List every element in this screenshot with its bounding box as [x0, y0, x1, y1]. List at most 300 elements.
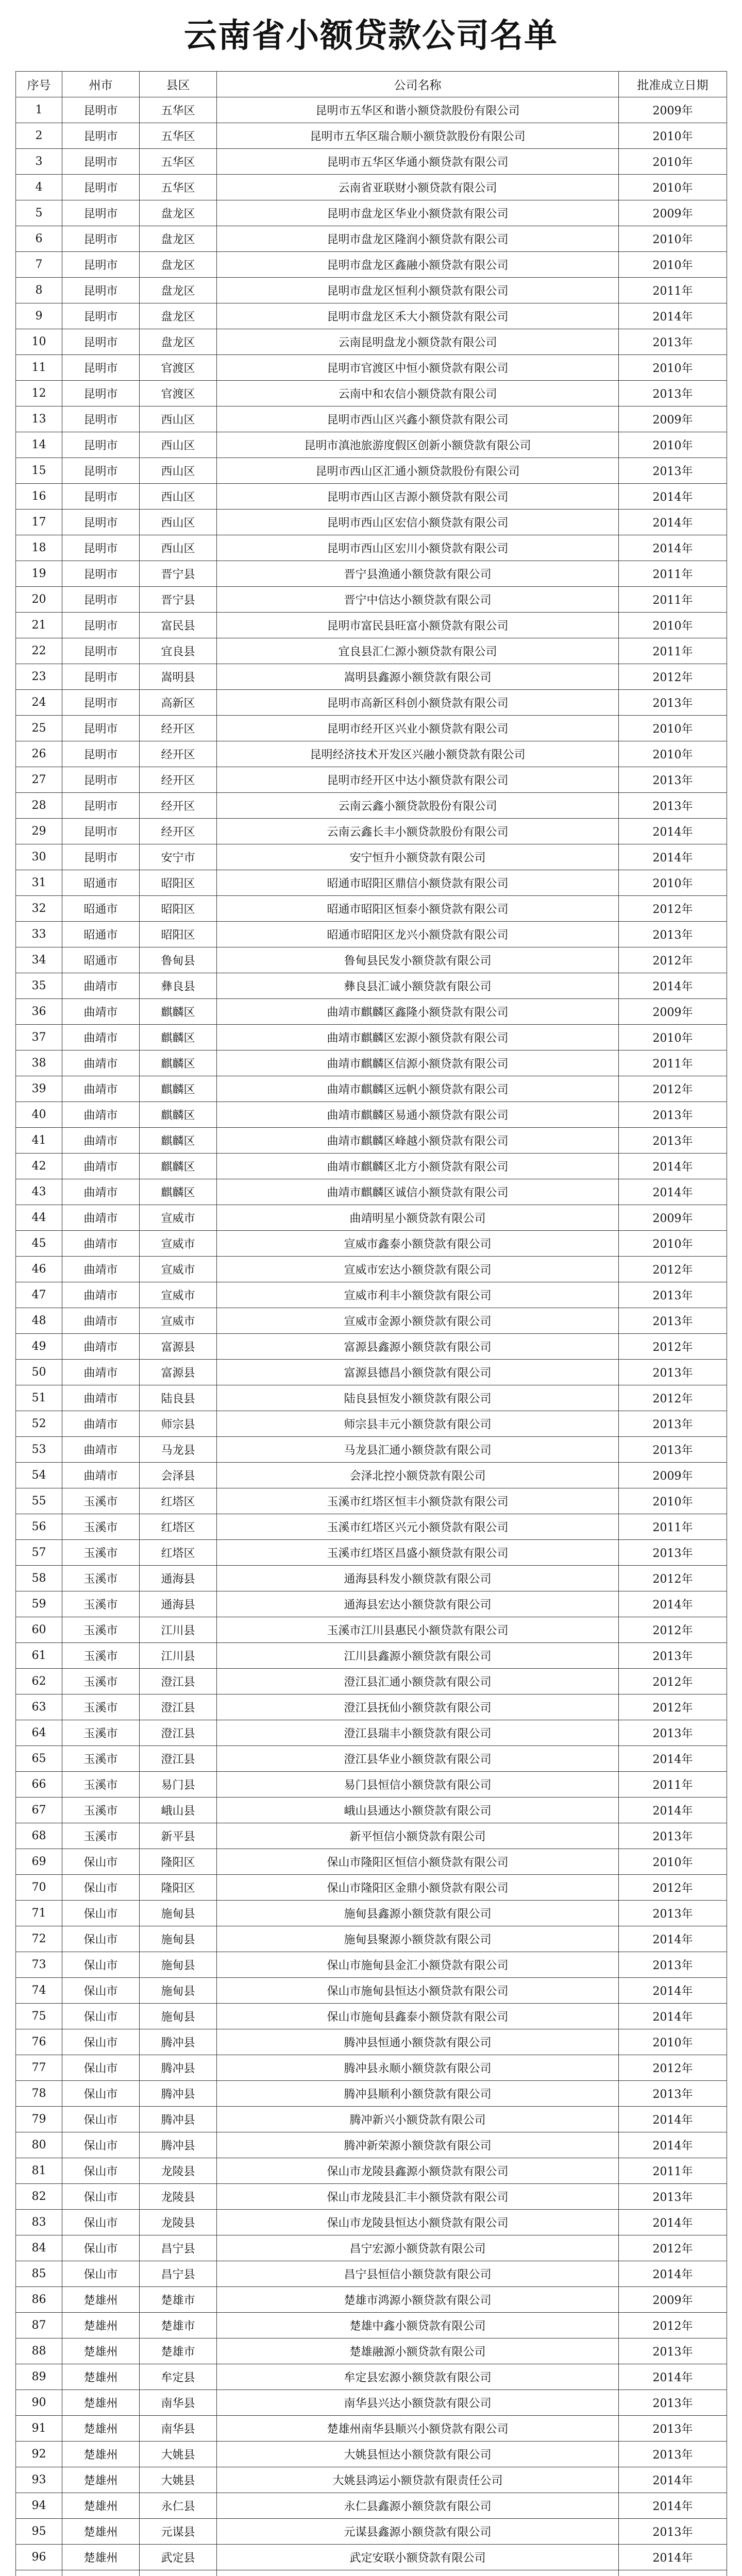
table-row: [16, 2442, 727, 2467]
cell-city: 楚雄州: [62, 2390, 140, 2416]
cell-approval-date: 2014年: [619, 2210, 727, 2235]
cell-index: 56: [16, 1514, 62, 1540]
cell-index: 17: [16, 510, 62, 535]
cell-approval-date: 2012年: [619, 1566, 727, 1591]
cell-approval-date: 2013年: [619, 1720, 727, 1746]
cell-county: 五华区: [140, 97, 217, 123]
cell-company-name: 峨山县通达小额贷款有限公司: [217, 1798, 619, 1823]
cell-city: 保山市: [62, 1875, 140, 1901]
cell-city: 曲靖市: [62, 1437, 140, 1463]
cell-company-name: 曲靖市麒麟区易通小额贷款有限公司: [217, 1102, 619, 1128]
cell-county: 西山区: [140, 432, 217, 458]
table-row: [16, 406, 727, 432]
cell-company-name: 昭通市昭阳区龙兴小额贷款有限公司: [217, 922, 619, 947]
cell-company-name: 云南省亚联财小额贷款有限公司: [217, 175, 619, 200]
cell-company-name: 宣威市金源小额贷款有限公司: [217, 1308, 619, 1334]
cell-approval-date: 2014年: [619, 1179, 727, 1205]
table-row: [16, 896, 727, 922]
cell-approval-date: 2014年: [619, 2467, 727, 2493]
cell-index: 33: [16, 922, 62, 947]
cell-county: 高新区: [140, 690, 217, 716]
cell-approval-date: 2013年: [619, 690, 727, 716]
cell-approval-date: 2009年: [619, 2287, 727, 2313]
cell-city: 曲靖市: [62, 1463, 140, 1488]
cell-approval-date: 2014年: [619, 1978, 727, 2004]
table-row: [16, 97, 727, 123]
cell-approval-date: 2012年: [619, 1875, 727, 1901]
table-row: [16, 1772, 727, 1798]
cell-city: 玉溪市: [62, 1798, 140, 1823]
cell-approval-date: 2010年: [619, 1231, 727, 1257]
cell-index: 94: [16, 2493, 62, 2519]
cell-company-name: 保山市施甸县恒达小额贷款有限公司: [217, 1978, 619, 2004]
cell-approval-date: 2013年: [619, 793, 727, 819]
cell-county: 盘龙区: [140, 200, 217, 226]
cell-company-name: 楚雄中鑫小额贷款有限公司: [217, 2313, 619, 2338]
cell-county: 五华区: [140, 175, 217, 200]
cell-approval-date: 2013年: [619, 2416, 727, 2442]
cell-approval-date: 2014年: [619, 1746, 727, 1772]
cell-approval-date: 2012年: [619, 1669, 727, 1694]
cell-county: 通海县: [140, 1566, 217, 1591]
cell-approval-date: 2012年: [619, 2235, 727, 2261]
cell-county: 经开区: [140, 716, 217, 741]
cell-approval-date: 2011年: [619, 587, 727, 613]
cell-city: 玉溪市: [62, 1617, 140, 1643]
cell-company-name: 楚雄州南华县顺兴小额贷款有限公司: [217, 2416, 619, 2442]
cell-index: 30: [16, 844, 62, 870]
cell-approval-date: 2013年: [619, 1308, 727, 1334]
cell-county: 麒麟区: [140, 1179, 217, 1205]
table-row: [16, 1488, 727, 1514]
cell-company-name: 新平恒信小额贷款有限公司: [217, 1823, 619, 1849]
cell-county: 麒麟区: [140, 1128, 217, 1154]
cell-city: 昆明市: [62, 793, 140, 819]
cell-county: 南华县: [140, 2390, 217, 2416]
cell-company-name: 保山市施甸县鑫泰小额贷款有限公司: [217, 2004, 619, 2029]
cell-approval-date: [619, 2570, 727, 2576]
cell-city: 昆明市: [62, 278, 140, 303]
cell-company-name: 曲靖市麒麟区鑫隆小额贷款有限公司: [217, 999, 619, 1025]
table-row: [16, 2493, 727, 2519]
cell-index: 43: [16, 1179, 62, 1205]
cell-city: 曲靖市: [62, 1050, 140, 1076]
cell-city: 曲靖市: [62, 1154, 140, 1179]
cell-index: 90: [16, 2390, 62, 2416]
cell-city: 玉溪市: [62, 1591, 140, 1617]
cell-index: 63: [16, 1694, 62, 1720]
cell-city: 玉溪市: [62, 1669, 140, 1694]
cell-city: 曲靖市: [62, 1205, 140, 1231]
table-row: [16, 329, 727, 355]
table-row: [16, 844, 727, 870]
cell-company-name: 玉溪市红塔区恒丰小额贷款有限公司: [217, 1488, 619, 1514]
cell-county: 腾冲县: [140, 2081, 217, 2107]
cell-index: 52: [16, 1411, 62, 1437]
cell-city: 曲靖市: [62, 1102, 140, 1128]
cell-county: 西山区: [140, 535, 217, 561]
cell-company-name: 富源县鑫源小额贷款有限公司: [217, 1334, 619, 1360]
column-header-county: 县区: [140, 72, 217, 97]
table-row: [16, 2416, 727, 2442]
cell-city: 昆明市: [62, 716, 140, 741]
cell-county: 楚雄市: [140, 2287, 217, 2313]
cell-index: 11: [16, 355, 62, 381]
cell-company-name: 会泽北控小额贷款有限公司: [217, 1463, 619, 1488]
cell-approval-date: 2010年: [619, 355, 727, 381]
table-row: [16, 561, 727, 587]
cell-city: 昆明市: [62, 175, 140, 200]
cell-approval-date: 2011年: [619, 561, 727, 587]
table-row: [16, 123, 727, 149]
cell-county: 官渡区: [140, 355, 217, 381]
table-row: [16, 716, 727, 741]
table-row: [16, 1463, 727, 1488]
cell-approval-date: 2010年: [619, 613, 727, 638]
cell-company-name: 昆明市五华区华通小额贷款有限公司: [217, 149, 619, 175]
cell-county: 盘龙区: [140, 329, 217, 355]
cell-company-name: 腾冲新兴小额贷款有限公司: [217, 2107, 619, 2132]
cell-county: 经开区: [140, 819, 217, 844]
cell-company-name: 昆明市西山区宏信小额贷款有限公司: [217, 510, 619, 535]
cell-index: 41: [16, 1128, 62, 1154]
cell-company-name: 澄江县瑞丰小额贷款有限公司: [217, 1720, 619, 1746]
cell-index: 31: [16, 870, 62, 896]
cell-city: 楚雄州: [62, 2442, 140, 2467]
cell-index: 66: [16, 1772, 62, 1798]
table-row: [16, 2029, 727, 2055]
cell-index: 35: [16, 973, 62, 999]
table-row: [16, 175, 727, 200]
cell-approval-date: 2011年: [619, 1772, 727, 1798]
cell-county: 宣威市: [140, 1308, 217, 1334]
cell-index: 10: [16, 329, 62, 355]
table-row: [16, 1901, 727, 1926]
cell-company-name: 昆明市高新区科创小额贷款有限公司: [217, 690, 619, 716]
table-row: [16, 1128, 727, 1154]
cell-county: 昭阳区: [140, 922, 217, 947]
cell-approval-date: 2010年: [619, 741, 727, 767]
table-row: [16, 1694, 727, 1720]
cell-county: 五华区: [140, 123, 217, 149]
cell-county: 麒麟区: [140, 999, 217, 1025]
cell-company-name: 昆明市官渡区中恒小额贷款有限公司: [217, 355, 619, 381]
cell-county: 腾冲县: [140, 2132, 217, 2158]
cell-county: 经开区: [140, 741, 217, 767]
cell-approval-date: 2014年: [619, 303, 727, 329]
cell-approval-date: 2010年: [619, 226, 727, 252]
cell-county: 晋宁县: [140, 561, 217, 587]
cell-index: 96: [16, 2545, 62, 2570]
cell-city: 保山市: [62, 1926, 140, 1952]
cell-city: 玉溪市: [62, 1540, 140, 1566]
table-row: [16, 303, 727, 329]
cell-city: 玉溪市: [62, 1514, 140, 1540]
cell-city: 曲靖市: [62, 999, 140, 1025]
table-row: [16, 200, 727, 226]
cell-index: 95: [16, 2519, 62, 2545]
cell-company-name: 曲靖市麒麟区信源小额贷款有限公司: [217, 1050, 619, 1076]
cell-city: 曲靖市: [62, 1308, 140, 1334]
cell-approval-date: 2013年: [619, 922, 727, 947]
cell-company-name: 澄江县抚仙小额贷款有限公司: [217, 1694, 619, 1720]
table-row: [16, 2364, 727, 2390]
table-row: [16, 613, 727, 638]
cell-county: 麒麟区: [140, 1102, 217, 1128]
cell-index: 13: [16, 406, 62, 432]
cell-county: 盘龙区: [140, 252, 217, 278]
cell-company-name: 云南云鑫长丰小额贷款股份有限公司: [217, 819, 619, 844]
cell-index: 20: [16, 587, 62, 613]
cell-approval-date: 2010年: [619, 252, 727, 278]
cell-city: 昆明市: [62, 690, 140, 716]
cell-city: 保山市: [62, 2132, 140, 2158]
cell-approval-date: 2010年: [619, 1488, 727, 1514]
table-row: [16, 1978, 727, 2004]
cell-county: 江川县: [140, 1643, 217, 1669]
cell-city: 昆明市: [62, 329, 140, 355]
cell-city: 保山市: [62, 2210, 140, 2235]
cell-approval-date: 2013年: [619, 1102, 727, 1128]
cell-index: 51: [16, 1385, 62, 1411]
table-row: [16, 1643, 727, 1669]
cell-county: 红塔区: [140, 1514, 217, 1540]
cell-company-name: 昆明市盘龙区华业小额贷款有限公司: [217, 200, 619, 226]
cell-company-name: 陆良县恒发小额贷款有限公司: [217, 1385, 619, 1411]
cell-index: 8: [16, 278, 62, 303]
cell-county: 马龙县: [140, 1437, 217, 1463]
cell-company-name: 腾冲新荣源小额贷款有限公司: [217, 2132, 619, 2158]
cell-approval-date: 2012年: [619, 1694, 727, 1720]
table-row: [16, 2235, 727, 2261]
cell-company-name: 曲靖市麒麟区远帆小额贷款有限公司: [217, 1076, 619, 1102]
cell-company-name: 腾冲县恒通小额贷款有限公司: [217, 2029, 619, 2055]
cell-company-name: 曲靖市麒麟区宏源小额贷款有限公司: [217, 1025, 619, 1050]
table-row: [16, 1566, 727, 1591]
cell-index: 78: [16, 2081, 62, 2107]
cell-city: 保山市: [62, 1849, 140, 1875]
table-row: [16, 1179, 727, 1205]
cell-county: 澄江县: [140, 1720, 217, 1746]
cell-approval-date: 2014年: [619, 2261, 727, 2287]
cell-city: 玉溪市: [62, 1746, 140, 1772]
table-row: [16, 1308, 727, 1334]
cell-index: 9: [16, 303, 62, 329]
cell-index: 45: [16, 1231, 62, 1257]
cell-approval-date: 2014年: [619, 819, 727, 844]
cell-county: 峨山县: [140, 1798, 217, 1823]
cell-index: 77: [16, 2055, 62, 2081]
cell-county: 新平县: [140, 1823, 217, 1849]
cell-city: 玉溪市: [62, 1643, 140, 1669]
cell-city: 楚雄州: [62, 2313, 140, 2338]
table-row: [16, 278, 727, 303]
cell-county: 会泽县: [140, 1463, 217, 1488]
cell-company-name: 昭通市昭阳区鼎信小额贷款有限公司: [217, 870, 619, 896]
cell-approval-date: 2014年: [619, 1154, 727, 1179]
cell-approval-date: 2014年: [619, 2132, 727, 2158]
cell-city: 保山市: [62, 2158, 140, 2184]
table-row: [16, 1720, 727, 1746]
cell-county: 腾冲县: [140, 2107, 217, 2132]
cell-approval-date: 2010年: [619, 123, 727, 149]
cell-county: [140, 2570, 217, 2576]
cell-approval-date: 2010年: [619, 1025, 727, 1050]
cell-city: 昆明市: [62, 664, 140, 690]
cell-company-name: 南华县兴达小额贷款有限公司: [217, 2390, 619, 2416]
cell-index: 80: [16, 2132, 62, 2158]
cell-index: 93: [16, 2467, 62, 2493]
cell-city: 昆明市: [62, 226, 140, 252]
table-row: [16, 2467, 727, 2493]
cell-approval-date: 2013年: [619, 2442, 727, 2467]
cell-index: 16: [16, 484, 62, 510]
cell-index: 28: [16, 793, 62, 819]
column-header-company: 公司名称: [217, 72, 619, 97]
cell-approval-date: 2012年: [619, 2055, 727, 2081]
cell-county: 大姚县: [140, 2467, 217, 2493]
table-row: [16, 2184, 727, 2210]
cell-county: 腾冲县: [140, 2029, 217, 2055]
cell-approval-date: 2009年: [619, 999, 727, 1025]
cell-county: 盘龙区: [140, 226, 217, 252]
cell-county: 师宗县: [140, 1411, 217, 1437]
table-row: [16, 1025, 727, 1050]
cell-city: 昆明市: [62, 355, 140, 381]
cell-approval-date: 2012年: [619, 664, 727, 690]
cell-company-name: 保山市龙陵县恒达小额贷款有限公司: [217, 2210, 619, 2235]
table-row: [16, 2545, 727, 2570]
cell-county: 通海县: [140, 1591, 217, 1617]
cell-index: 64: [16, 1720, 62, 1746]
cell-company-name: 大姚县恒达小额贷款有限公司: [217, 2442, 619, 2467]
table-row: [16, 535, 727, 561]
cell-company-name: 宣威市鑫泰小额贷款有限公司: [217, 1231, 619, 1257]
company-table: [15, 71, 727, 2576]
cell-approval-date: 2010年: [619, 149, 727, 175]
table-row: [16, 2338, 727, 2364]
table-row: [16, 690, 727, 716]
cell-company-name: 保山市隆阳区金鼎小额贷款有限公司: [217, 1875, 619, 1901]
cell-county: 宣威市: [140, 1205, 217, 1231]
cell-county: 易门县: [140, 1772, 217, 1798]
table-row: [16, 947, 727, 973]
cell-company-name: 昆明市富民县旺富小额贷款有限公司: [217, 613, 619, 638]
cell-approval-date: 2013年: [619, 767, 727, 793]
cell-company-name: 易门县恒信小额贷款有限公司: [217, 1772, 619, 1798]
cell-index: 15: [16, 458, 62, 484]
cell-company-name: 宣威市利丰小额贷款有限公司: [217, 1282, 619, 1308]
cell-approval-date: 2014年: [619, 844, 727, 870]
cell-city: 楚雄州: [62, 2364, 140, 2390]
cell-city: 玉溪市: [62, 1694, 140, 1720]
cell-approval-date: 2010年: [619, 1849, 727, 1875]
cell-approval-date: 2013年: [619, 1411, 727, 1437]
cell-city: 昆明市: [62, 741, 140, 767]
cell-county: 红塔区: [140, 1488, 217, 1514]
table-row: [16, 1514, 727, 1540]
cell-index: 79: [16, 2107, 62, 2132]
cell-county: 麒麟区: [140, 1025, 217, 1050]
cell-approval-date: 2014年: [619, 484, 727, 510]
cell-county: 嵩明县: [140, 664, 217, 690]
cell-index: 18: [16, 535, 62, 561]
cell-county: 西山区: [140, 484, 217, 510]
cell-city: 昆明市: [62, 638, 140, 664]
cell-approval-date: 2009年: [619, 200, 727, 226]
table-row: [16, 1617, 727, 1643]
cell-company-name: 昆明市滇池旅游度假区创新小额贷款有限公司: [217, 432, 619, 458]
cell-approval-date: 2014年: [619, 535, 727, 561]
cell-approval-date: 2014年: [619, 510, 727, 535]
cell-approval-date: 2014年: [619, 1926, 727, 1952]
table-row: [16, 1411, 727, 1437]
table-row: [16, 1437, 727, 1463]
cell-index: 91: [16, 2416, 62, 2442]
cell-city: 楚雄州: [62, 2338, 140, 2364]
table-row: [16, 1823, 727, 1849]
cell-index: 46: [16, 1257, 62, 1282]
cell-index: 7: [16, 252, 62, 278]
cell-county: 西山区: [140, 406, 217, 432]
table-row: [16, 2313, 727, 2338]
cell-city: 保山市: [62, 1952, 140, 1978]
cell-approval-date: 2012年: [619, 1334, 727, 1360]
cell-company-name: 富源县德昌小额贷款有限公司: [217, 1360, 619, 1385]
cell-city: 昭通市: [62, 947, 140, 973]
cell-approval-date: 2013年: [619, 2081, 727, 2107]
cell-company-name: 通海县科发小额贷款有限公司: [217, 1566, 619, 1591]
cell-approval-date: 2013年: [619, 1540, 727, 1566]
table-row: [16, 819, 727, 844]
cell-company-name: 江川县鑫源小额贷款有限公司: [217, 1643, 619, 1669]
cell-index: 92: [16, 2442, 62, 2467]
table-row: [16, 1257, 727, 1282]
cell-city: 昆明市: [62, 149, 140, 175]
cell-county: 宣威市: [140, 1231, 217, 1257]
cell-city: 玉溪市: [62, 1566, 140, 1591]
cell-city: 曲靖市: [62, 1025, 140, 1050]
cell-index: 67: [16, 1798, 62, 1823]
cell-company-name: 昌宁宏源小额贷款有限公司: [217, 2235, 619, 2261]
cell-index: 47: [16, 1282, 62, 1308]
cell-county: 施甸县: [140, 1952, 217, 1978]
cell-county: 牟定县: [140, 2364, 217, 2390]
cell-approval-date: 2009年: [619, 1205, 727, 1231]
cell-county: 龙陵县: [140, 2158, 217, 2184]
cell-company-name: 安宁恒升小额贷款有限公司: [217, 844, 619, 870]
cell-county: 楚雄市: [140, 2338, 217, 2364]
cell-company-name: 昭通市昭阳区恒泰小额贷款有限公司: [217, 896, 619, 922]
table-body: [16, 97, 727, 2576]
cell-city: 保山市: [62, 2184, 140, 2210]
cell-approval-date: 2009年: [619, 97, 727, 123]
cell-company-name: 曲靖市麒麟区诚信小额贷款有限公司: [217, 1179, 619, 1205]
cell-index: 37: [16, 1025, 62, 1050]
cell-index: 61: [16, 1643, 62, 1669]
cell-index: 76: [16, 2029, 62, 2055]
cell-county: 经开区: [140, 767, 217, 793]
cell-index: 24: [16, 690, 62, 716]
cell-index: 32: [16, 896, 62, 922]
cell-company-name: 昆明市西山区兴鑫小额贷款有限公司: [217, 406, 619, 432]
cell-approval-date: 2010年: [619, 716, 727, 741]
cell-company-name: [217, 2570, 619, 2576]
cell-approval-date: 2012年: [619, 2313, 727, 2338]
cell-county: 大姚县: [140, 2442, 217, 2467]
cell-approval-date: 2011年: [619, 1050, 727, 1076]
table-row: [16, 587, 727, 613]
